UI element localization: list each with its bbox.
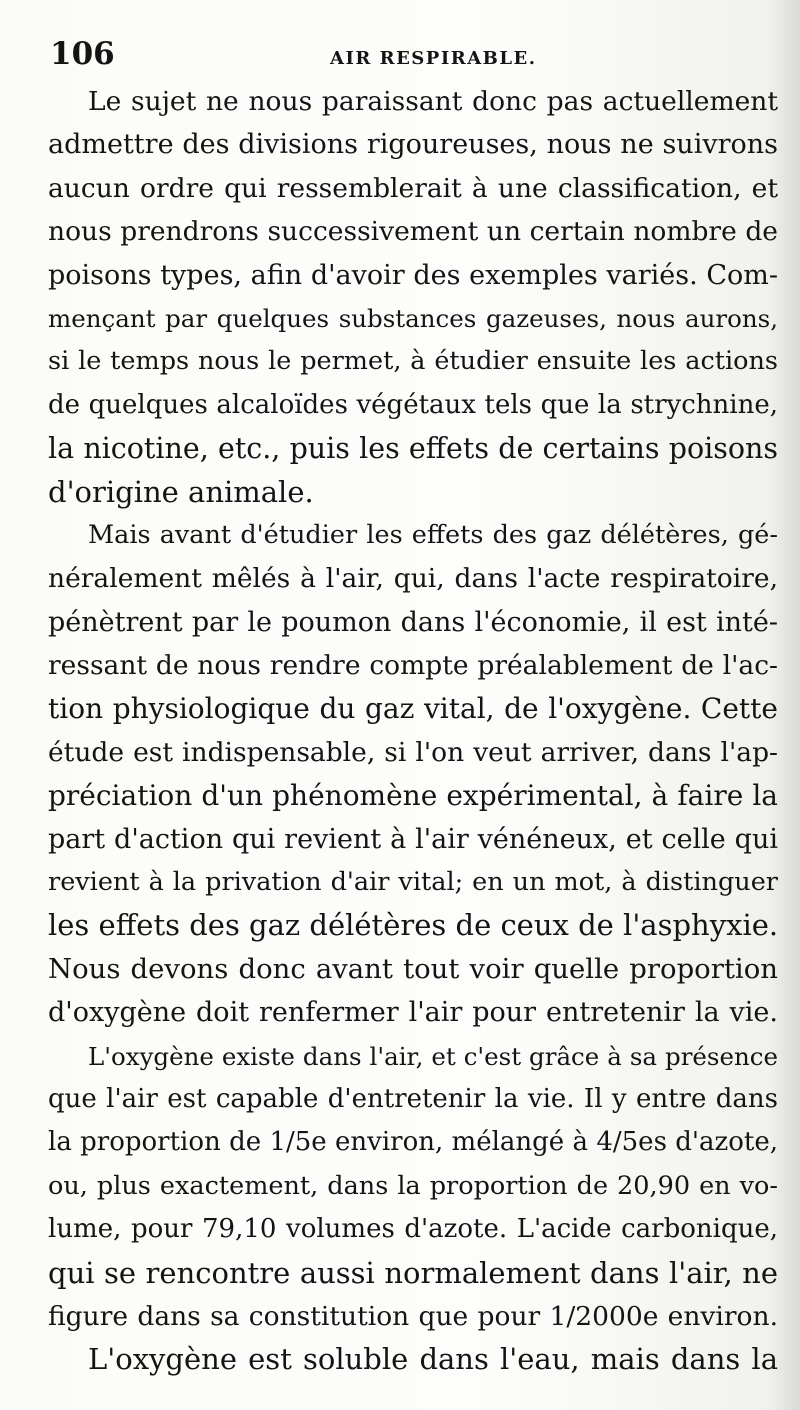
text-line: Mais avant d'étudier les effets des gaz délétères, gé- xyxy=(88,519,778,550)
text-line: pénètrent par le poumon dans l'économie, il est inté- xyxy=(48,606,778,638)
text-line: L'oxygène existe dans l'air, et c'est grâce à sa présence xyxy=(88,1041,778,1071)
text-line: lume, pour 79,10 volumes d'azote. L'acide carbonique, xyxy=(48,1214,778,1245)
text-line: poisons types, afin d'avoir des exemples variés. Com- xyxy=(48,259,778,291)
body-text xyxy=(48,80,778,1382)
text-line: les effets des gaz délétères de ceux de l'asphyxie. xyxy=(48,908,779,943)
text-line: si le temps nous le permet, à étudier ensuite les actions xyxy=(48,346,778,377)
text-line: figure dans sa constitution que pour 1/2000e environ. xyxy=(48,1300,778,1332)
text-line: tion physiologique du gaz vital, de l'oxygène. Cette xyxy=(48,692,778,726)
text-line: d'oxygène doit renfermer l'air pour entretenir la vie. xyxy=(48,997,778,1029)
text-line: nous prendrons successivement un certain nombre de xyxy=(48,216,778,248)
text-line: mençant par quelques substances gazeuses, nous aurons, xyxy=(48,303,778,333)
text-line: étude est indispensable, si l'on veut arriver, dans l'ap- xyxy=(48,736,778,768)
text-line: ou, plus exactement, dans la proportion de 20,90 en vo- xyxy=(48,1170,778,1201)
page-header xyxy=(50,36,770,76)
text-line: part d'action qui revient à l'air vénéneux, et celle qui xyxy=(48,823,778,855)
text-line: revient à la privation d'air vital; en un mot, à distinguer xyxy=(48,867,778,898)
text-line: néralement mêlés à l'air, qui, dans l'acte respiratoire, xyxy=(48,563,778,595)
text-line: Le sujet ne nous paraissant donc pas actuellement xyxy=(88,86,778,117)
text-line: ressant de nous rendre compte préalablement de l'ac- xyxy=(48,650,778,682)
text-line: d'origine animale. xyxy=(48,474,314,509)
text-line: la proportion de 1/5e environ, mélangé à 4/5es d'azote, xyxy=(48,1127,778,1158)
text-line: admettre des divisions rigoureuses, nous ne suivrons xyxy=(48,129,778,161)
text-line: de quelques alcaloïdes végétaux tels que la strychnine, xyxy=(48,389,778,420)
page-number: 106 xyxy=(50,36,115,72)
text-line: aucun ordre qui ressemblerait à une classification, et xyxy=(48,172,778,204)
text-line: que l'air est capable d'entretenir la vie. Il y entre dans xyxy=(48,1083,778,1114)
text-line: L'oxygène est soluble dans l'eau, mais dans la xyxy=(88,1342,778,1377)
running-title: AIR RESPIRABLE. xyxy=(330,48,537,69)
text-line: qui se rencontre aussi normalement dans l'air, ne xyxy=(48,1255,778,1290)
text-line: Nous devons donc avant tout voir quelle proportion xyxy=(48,952,778,985)
text-line: préciation d'un phénomène expérimental, à faire la xyxy=(48,779,778,813)
text-line: la nicotine, etc., puis les effets de certains poisons xyxy=(48,432,778,466)
